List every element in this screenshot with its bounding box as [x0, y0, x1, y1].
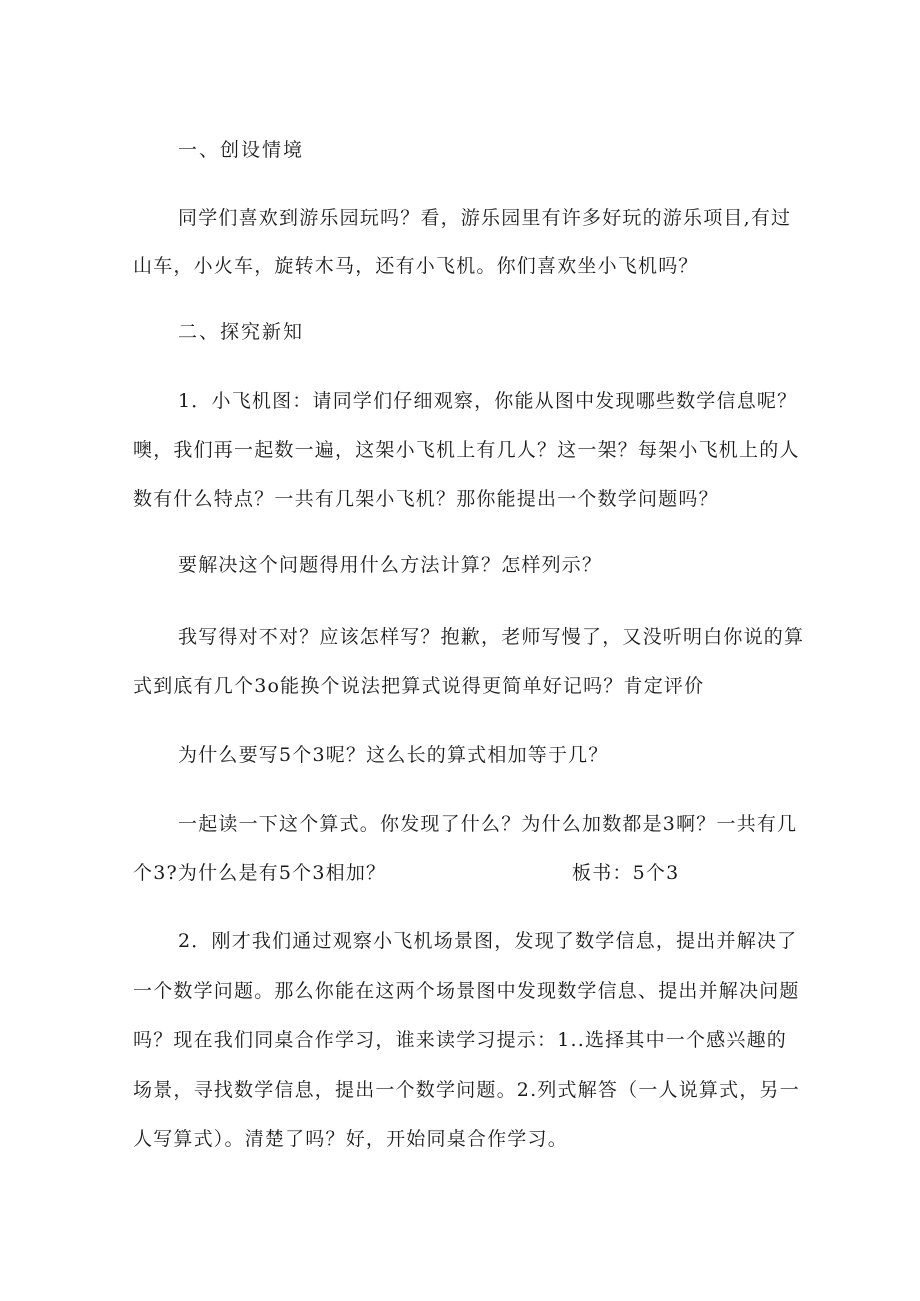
- paragraph-line: 场景，寻找数学信息，提出一个数学问题。2.列式解答（一人说算式，另一: [133, 1079, 800, 1101]
- paragraph-line: 要解决这个问题得用什么方法计算？怎样列示？: [178, 554, 603, 576]
- paragraph-line: 我写得对不对？应该怎样写？抱歉，老师写慢了，又没听明白你说的算: [178, 626, 805, 648]
- paragraph-line: 一个数学问题。那么你能在这两个场景图中发现数学信息、提出并解决问题: [133, 980, 800, 1002]
- paragraph-line: 2．刚才我们通过观察小飞机场景图，发现了数学信息，提出并解决了: [178, 930, 798, 952]
- paragraph-line: 个3?为什么是有5个3相加？: [133, 862, 387, 884]
- section-heading-1: 一、创设情境: [178, 139, 305, 161]
- paragraph-line: 山车，小火车，旋转木马，还有小飞机。你们喜欢坐小飞机吗？: [133, 255, 699, 277]
- paragraph-line: 同学们喜欢到游乐园玩吗？看，游乐园里有许多好玩的游乐项目,有过: [178, 207, 792, 229]
- paragraph-line: 式到底有几个3o能换个说法把算式说得更简单好记吗？肯定评价: [133, 675, 705, 697]
- paragraph-line: 1．小飞机图：请同学们仔细观察，你能从图中发现哪些数学信息呢？: [178, 390, 798, 412]
- section-heading-2: 二、探究新知: [178, 321, 305, 343]
- paragraph-line: 人写算式）。清楚了吗？好，开始同桌合作学习。: [133, 1128, 568, 1150]
- paragraph-line: 为什么要写5个3呢？这么长的算式相加等于几？: [178, 744, 609, 766]
- paragraph-line: 吗？现在我们同桌合作学习，谁来读学习提示：1..选择其中一个感兴趣的: [133, 1029, 787, 1051]
- paragraph-line: 一起读一下这个算式。你发现了什么？为什么加数都是3啊？一共有几: [178, 813, 798, 835]
- paragraph-line: 噢，我们再一起数一遍，这架小飞机上有几人？这一架？每架小飞机上的人: [133, 439, 800, 461]
- board-note: 板书：5个3: [572, 862, 680, 884]
- paragraph-line: 数有什么特点？一共有几架小飞机？那你能提出一个数学问题吗？: [133, 488, 719, 510]
